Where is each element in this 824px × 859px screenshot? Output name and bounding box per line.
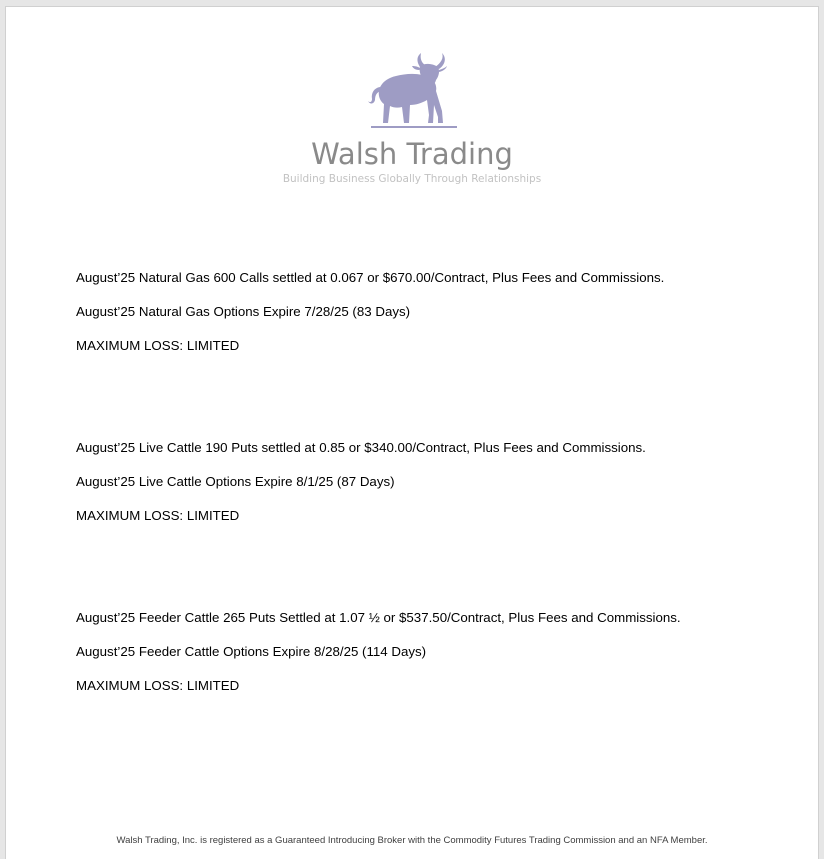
trade-settlement: August’25 Feeder Cattle 265 Puts Settled at 1.07 ½ or $537.50/Contract, Plus Fees and Commissions. <box>76 610 681 625</box>
trade-expiry: August’25 Natural Gas Options Expire 7/28/25 (83 Days) <box>76 304 411 319</box>
trade-list <box>76 269 796 779</box>
trade-block-feeder-cattle <box>76 609 796 779</box>
trade-block-natural-gas <box>76 269 796 439</box>
trade-expiry: August’25 Live Cattle Options Expire 8/1/25 (87 Days) <box>76 474 395 489</box>
logo <box>6 53 818 186</box>
trade-settlement: August’25 Natural Gas 600 Calls settled at 0.067 or $670.00/Contract, Plus Fees and Commissions. <box>76 270 665 285</box>
bull-icon <box>362 53 462 133</box>
document-page <box>5 6 819 859</box>
trade-max-loss: MAXIMUM LOSS: LIMITED <box>76 678 240 693</box>
trade-max-loss: MAXIMUM LOSS: LIMITED <box>76 338 240 353</box>
brand-name: Walsh Trading <box>311 137 513 171</box>
trade-expiry: August’25 Feeder Cattle Options Expire 8/28/25 (114 Days) <box>76 644 427 659</box>
trade-max-loss: MAXIMUM LOSS: LIMITED <box>76 508 240 523</box>
brand-tagline: Building Business Globally Through Relationships <box>282 173 542 185</box>
trade-settlement: August’25 Live Cattle 190 Puts settled at 0.85 or $340.00/Contract, Plus Fees and Commissions. <box>76 440 646 455</box>
footer-disclaimer: Walsh Trading, Inc. is registered as a Guaranteed Introducing Broker with the Commodity Futures Trading Commission and an NFA Member. <box>116 835 708 846</box>
trade-block-live-cattle <box>76 439 796 609</box>
